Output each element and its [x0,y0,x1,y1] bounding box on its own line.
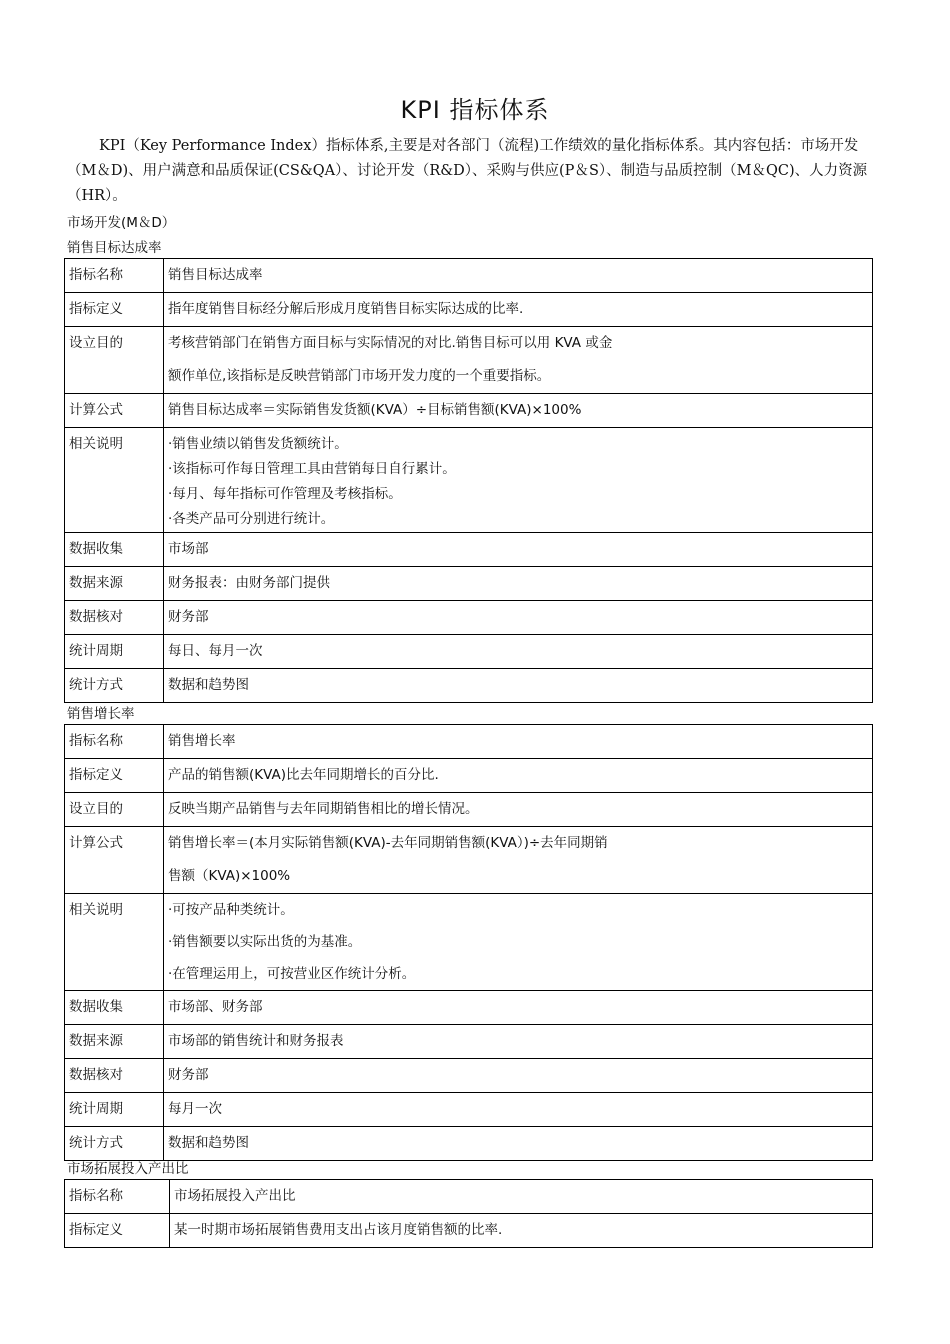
row-value: 某一时期市场拓展销售费用支出占该月度销售额的比率. [174,1222,503,1238]
row-value: 售额（KVA)×100% [168,868,291,884]
row-key: 数据核对 [69,609,123,625]
row-value: 财务部 [168,609,209,625]
row-value: 产品的销售额(KVA)比去年同期增长的百分比. [168,767,439,783]
kpi-table-sales-target [64,258,873,703]
row-key: 相关说明 [69,902,123,918]
table-row [65,894,873,991]
table-row [65,1127,873,1161]
row-value: 额作单位,该指标是反映营销部门市场开发力度的一个重要指标。 [168,368,551,384]
row-key: 数据来源 [69,575,123,591]
row-key: 统计周期 [69,643,123,659]
row-value: 市场部 [168,541,209,557]
table-row [65,1093,873,1127]
row-key: 统计方式 [69,1135,123,1151]
table-row [65,259,873,293]
table-row [65,635,873,669]
row-value: 数据和趋势图 [168,677,249,693]
row-key: 统计周期 [69,1101,123,1117]
row-value: 销售目标达成率＝实际销售发货额(KVA）÷目标销售额(KVA)×100% [168,402,582,418]
table-row [65,533,873,567]
table-row [65,669,873,703]
table-label: 销售增长率 [67,706,135,722]
table-row [65,1180,873,1214]
row-value: 财务报表：由财务部门提供 [168,575,330,591]
table-row [65,793,873,827]
row-value: ·该指标可作每日管理工具由营销每日自行累计。 [168,461,456,477]
table-row [65,428,873,533]
row-key: 指标名称 [69,733,123,749]
row-key: 数据核对 [69,1067,123,1083]
table-label: 市场拓展投入产出比 [67,1161,189,1177]
row-value: 销售增长率 [168,733,236,749]
row-key: 计算公式 [69,402,123,418]
row-value: 每月一次 [168,1101,222,1117]
row-key: 设立目的 [69,801,123,817]
table-row [65,1025,873,1059]
row-value: 考核营销部门在销售方面目标与实际情况的对比.销售目标可以用 KVA 或金 [168,335,613,351]
table-row [65,1059,873,1093]
row-key: 数据来源 [69,1033,123,1049]
table-row [65,759,873,793]
row-key: 指标名称 [69,1188,123,1204]
row-value: ·在管理运用上，可按营业区作统计分析。 [168,966,416,982]
row-key: 指标定义 [69,767,123,783]
intro-paragraph: KPI（Key Performance Index）指标体系,主要是对各部门（流程)工作绩效的量化指标体系。其内容包括：市场开发（M＆D)、用户满意和品质保证(CS&QA）、讨论开发（R&D）、采购与供应(P＆S）、制造与品质控制（M＆QC)、人力资源（HR）。 [67,138,868,204]
table-row [65,991,873,1025]
table-row [65,827,873,894]
row-key: 指标定义 [69,301,123,317]
row-key: 统计方式 [69,677,123,693]
row-value: 反映当期产品销售与去年同期销售相比的增长情况。 [168,801,479,817]
row-value: ·各类产品可分别进行统计。 [168,511,335,527]
row-value: ·每月、每年指标可作管理及考核指标。 [168,486,402,502]
section-label: 市场开发(M＆D） [67,215,176,231]
row-value: ·销售额要以实际出货的为基准。 [168,934,362,950]
kpi-table-market-roi [64,1179,873,1248]
row-value: ·可按产品种类统计。 [168,902,294,918]
table-row [65,725,873,759]
table-row [65,601,873,635]
kpi-table-sales-growth [64,724,873,1161]
row-key: 数据收集 [69,999,123,1015]
table-row [65,327,873,394]
page-title: KPI 指标体系 [400,96,550,124]
row-value: 市场部、财务部 [168,999,263,1015]
row-value: 财务部 [168,1067,209,1083]
row-key: 指标定义 [69,1222,123,1238]
row-value: 销售目标达成率 [168,267,263,283]
row-value: 指年度销售目标经分解后形成月度销售目标实际达成的比率. [168,301,524,317]
row-key: 相关说明 [69,436,123,452]
row-key: 计算公式 [69,835,123,851]
table-row [65,394,873,428]
row-value: 每日、每月一次 [168,643,263,659]
row-value: 销售增长率＝(本月实际销售额(KVA)-去年同期销售额(KVA）)÷去年同期销 [168,835,608,851]
table-label: 销售目标达成率 [67,240,162,256]
row-key: 设立目的 [69,335,123,351]
table-row [65,1214,873,1248]
row-key: 指标名称 [69,267,123,283]
table-row [65,567,873,601]
row-value: 市场部的销售统计和财务报表 [168,1033,344,1049]
row-key: 数据收集 [69,541,123,557]
row-value: 市场拓展投入产出比 [174,1188,296,1204]
table-row [65,293,873,327]
row-value: ·销售业绩以销售发货额统计。 [168,436,348,452]
row-value: 数据和趋势图 [168,1135,249,1151]
